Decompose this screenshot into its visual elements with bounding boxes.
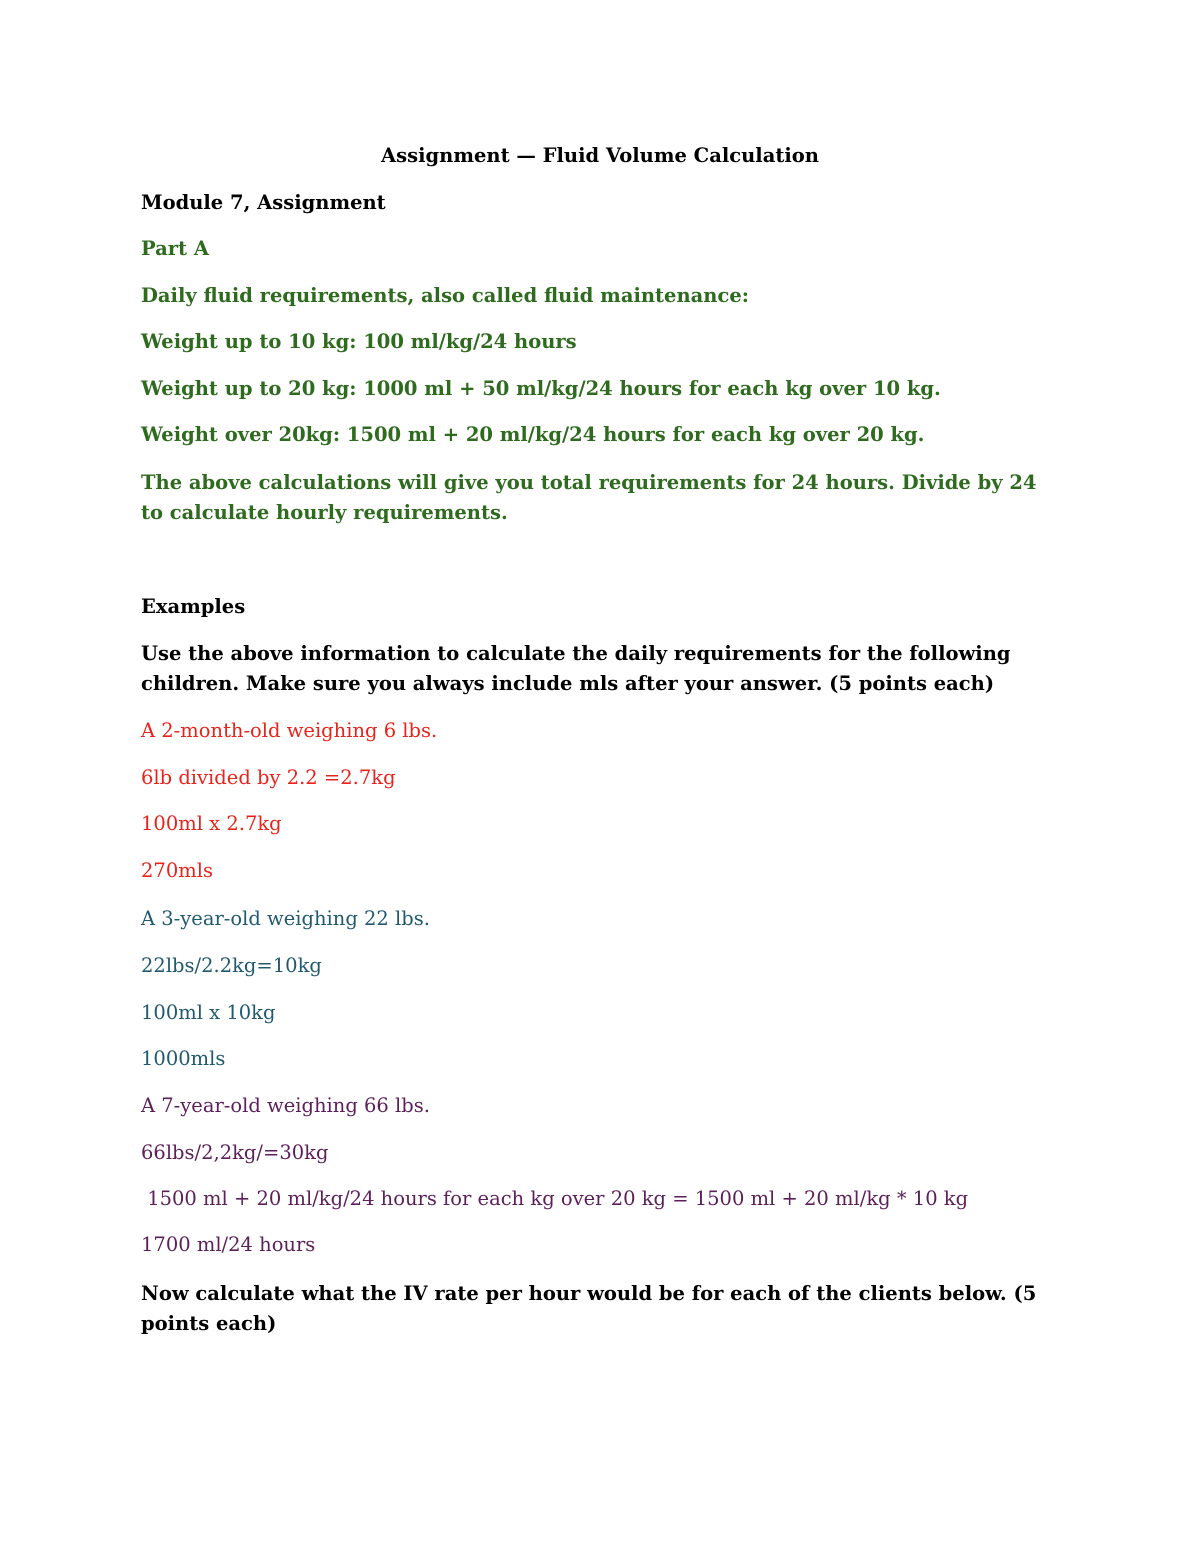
example-2-prompt: A 3-year-old weighing 22 lbs. — [141, 907, 430, 930]
rule-up-to-20kg: Weight up to 20 kg: 1000 ml + 50 ml/kg/24 hours for each kg over 10 kg. — [141, 377, 941, 400]
iv-rate-instructions: Now calculate what the IV rate per hour would be for each of the clients below. (5 points each) — [141, 1282, 1037, 1335]
example-3-prompt: A 7-year-old weighing 66 lbs. — [141, 1094, 430, 1117]
example-2-step-1: 22lbs/2.2kg=10kg — [141, 954, 322, 977]
example-2-step-2: 100ml x 10kg — [141, 1001, 276, 1024]
example-3-step-2: 1500 ml + 20 ml/kg/24 hours for each kg over 20 kg = 1500 ml + 20 ml/kg * 10 kg — [141, 1187, 969, 1210]
document-title: Assignment — Fluid Volume Calculation — [381, 144, 819, 167]
example-1-step-2: 100ml x 2.7kg — [141, 812, 282, 835]
rule-over-20kg: Weight over 20kg: 1500 ml + 20 ml/kg/24 hours for each kg over 20 kg. — [141, 423, 925, 446]
example-1-answer: 270mls — [141, 859, 213, 882]
part-a-note: The above calculations will give you total requirements for 24 hours. Divide by 24 to calculate hourly requirements. — [141, 471, 1037, 524]
part-a-heading: Part A — [141, 237, 209, 260]
rule-up-to-10kg: Weight up to 10 kg: 100 ml/kg/24 hours — [141, 330, 577, 353]
example-3-step-1: 66lbs/2,2kg/=30kg — [141, 1141, 329, 1164]
example-1-step-1: 6lb divided by 2.2 =2.7kg — [141, 766, 396, 789]
example-3-answer: 1700 ml/24 hours — [141, 1233, 316, 1256]
part-a-intro: Daily fluid requirements, also called fluid maintenance: — [141, 284, 749, 307]
examples-instructions: Use the above information to calculate the daily requirements for the following children. Make sure you always include mls after your answer. (5 points each) — [141, 642, 1011, 695]
module-subtitle: Module 7, Assignment — [141, 191, 386, 214]
examples-heading: Examples — [141, 595, 246, 618]
example-1-prompt: A 2-month-old weighing 6 lbs. — [141, 719, 438, 742]
example-2-answer: 1000mls — [141, 1047, 226, 1070]
